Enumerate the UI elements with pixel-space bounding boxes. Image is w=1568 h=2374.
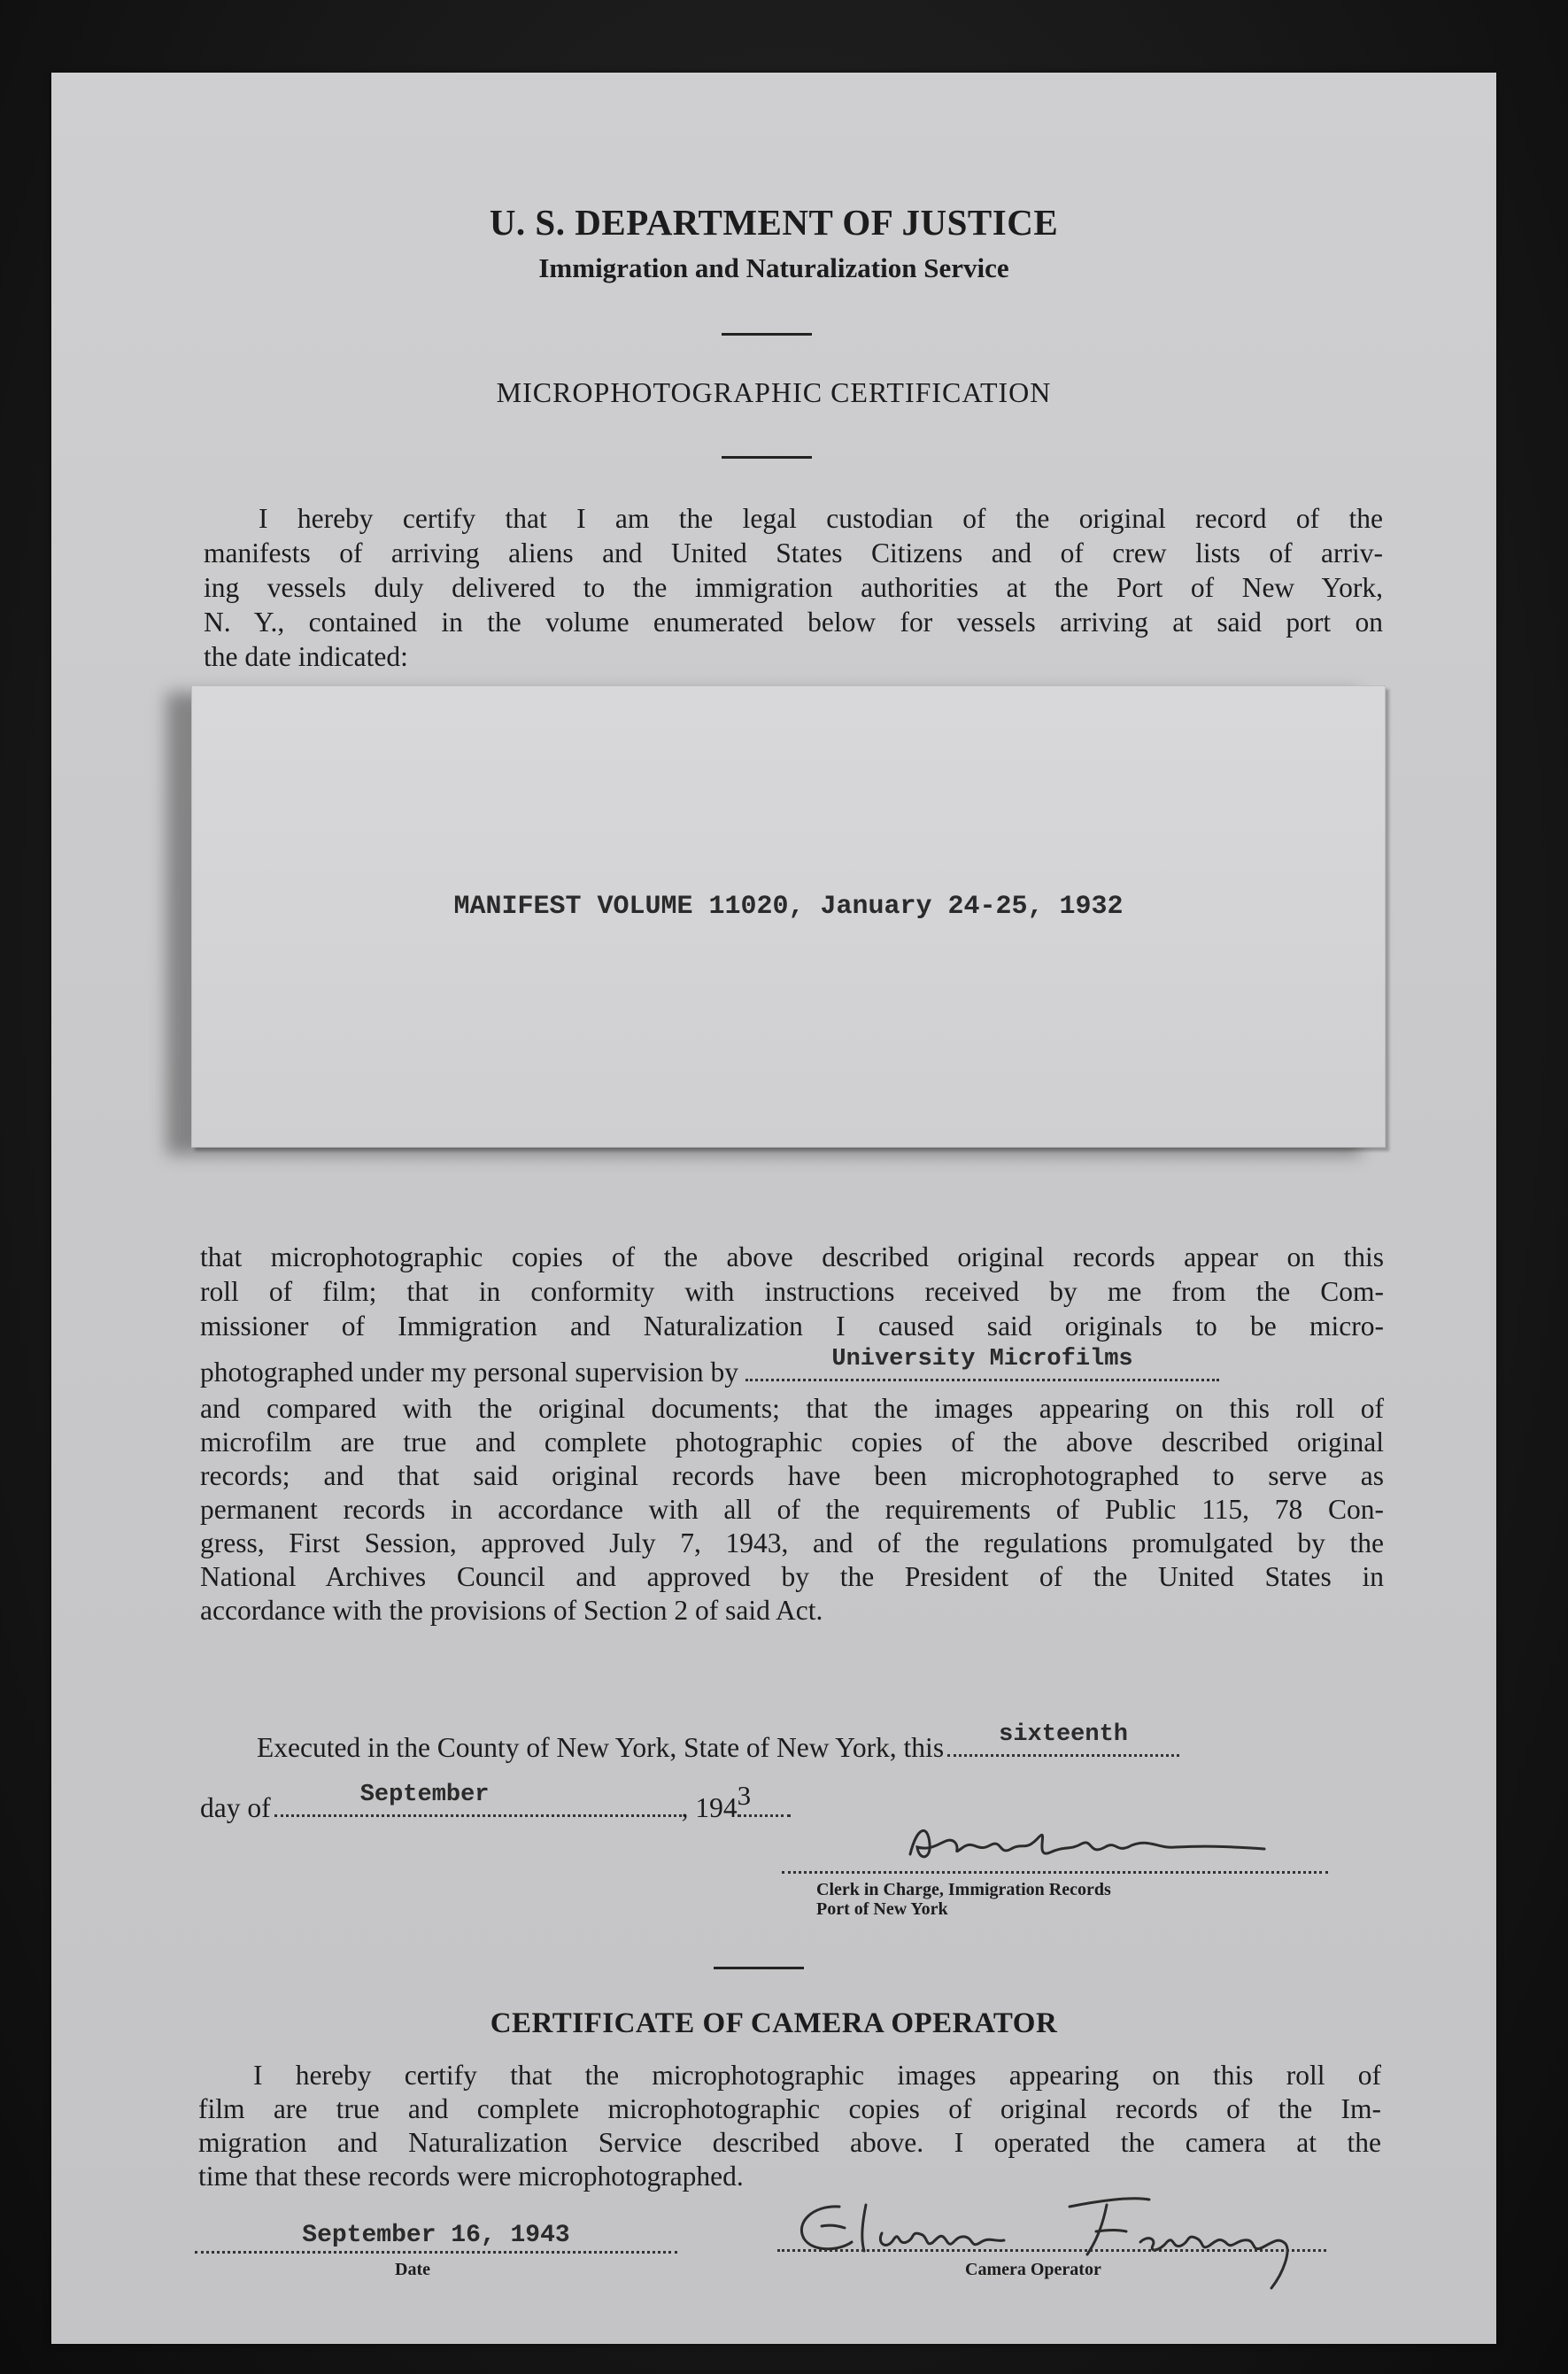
month-field [274,1782,682,1817]
intro-paragraph [204,501,1383,674]
manifest-volume-text: MANIFEST VOLUME 11020, January 24-25, 1932 [453,892,1124,922]
date-field [195,2214,677,2254]
service-subheading: Immigration and Naturalization Service [538,252,1009,283]
body-paragraph-continued [200,1392,1384,1628]
body-line: and compared with the original documents; that the images appearing on this roll of [200,1393,1384,1424]
body-line: permanent records in accordance with all of the requirements of Public 115, 78 Con- [200,1494,1384,1525]
body-line: missioner of Immigration and Naturalization I caused said originals to be micro- [200,1311,1384,1342]
intro-line: I hereby certify that I am the legal custodian of the original record of the [259,503,1383,534]
camera-line: I hereby certify that the microphotographic images appearing on this roll of [253,2060,1381,2091]
camera-operator-signature-line [777,2249,1326,2252]
camera-line: film are true and complete microphotographic copies of original records of the Im- [198,2093,1381,2124]
intro-line: ing vessels duly delivered to the immigration authorities at the Port of New York, [204,572,1383,603]
supervisor-value: University Microfilms [831,1346,1133,1373]
camera-paragraph [198,2059,1381,2193]
clerk-title [816,1880,1111,1919]
body-line: accordance with the provisions of Section 2 of said Act. [200,1595,823,1626]
camera-operator-signature [777,2180,1326,2304]
year-digit: 3 [737,1780,752,1811]
certification-title: MICROPHOTOGRAPHIC CERTIFICATION [496,376,1052,408]
camera-heading: CERTIFICATE OF CAMERA OPERATOR [490,2007,1058,2039]
body-line: National Archives Council and approved by the President of the United States in [200,1561,1384,1592]
body-line: records; and that said original records have been microphotographed to serve as [200,1460,1384,1491]
camera-operator-label: Camera Operator [965,2260,1101,2279]
clerk-signature-line [782,1871,1328,1874]
date-value: September 16, 1943 [302,2222,570,2249]
clerk-title-line1: Clerk in Charge, Immigration Records [816,1880,1111,1899]
day-value: sixteenth [999,1721,1128,1748]
month-value: September [359,1782,490,1808]
certificate-page [51,73,1496,2344]
divider-second [722,456,812,459]
body-line: that microphotographic copies of the above described original records appear on this [200,1241,1384,1272]
executed-prefix: Executed in the County of New York, State of New York, this [257,1732,945,1763]
executed-line [257,1721,1179,1765]
clerk-signature [892,1817,1317,1870]
date-label: Date [395,2260,430,2279]
year-field [737,1780,791,1817]
body-line: roll of film; that in conformity with instructions received by me from the Com- [200,1276,1384,1307]
intro-line: the date indicated: [204,641,408,672]
day-of-line [200,1780,791,1825]
body-line: microfilm are true and complete photographic copies of the above described original [200,1427,1384,1458]
intro-line: N. Y., contained in the volume enumerated below for vessels arriving at said port on [204,607,1383,638]
camera-line: time that these records were microphotographed. [198,2161,744,2192]
camera-line: migration and Naturalization Service described above. I operated the camera at the [198,2127,1381,2158]
body-line: gress, First Session, approved July 7, 1943, and of the regulations promulgated by the [200,1527,1384,1558]
supervision-prefix: photographed under my personal supervision by [200,1357,739,1388]
day-field [947,1721,1179,1757]
clerk-title-line2: Port of New York [816,1899,948,1919]
year-prefix: , 194 [681,1792,738,1823]
supervision-line [200,1346,1384,1389]
day-of-label: day of [200,1792,271,1823]
divider-camera [714,1967,804,1969]
supervisor-field [745,1346,1219,1381]
pasted-manifest-slip [191,685,1386,1148]
department-heading: U. S. DEPARTMENT OF JUSTICE [489,202,1059,243]
divider-top [722,333,812,336]
body-paragraph [200,1240,1384,1343]
intro-line: manifests of arriving aliens and United States Citizens and of crew lists of arriv- [204,537,1383,568]
